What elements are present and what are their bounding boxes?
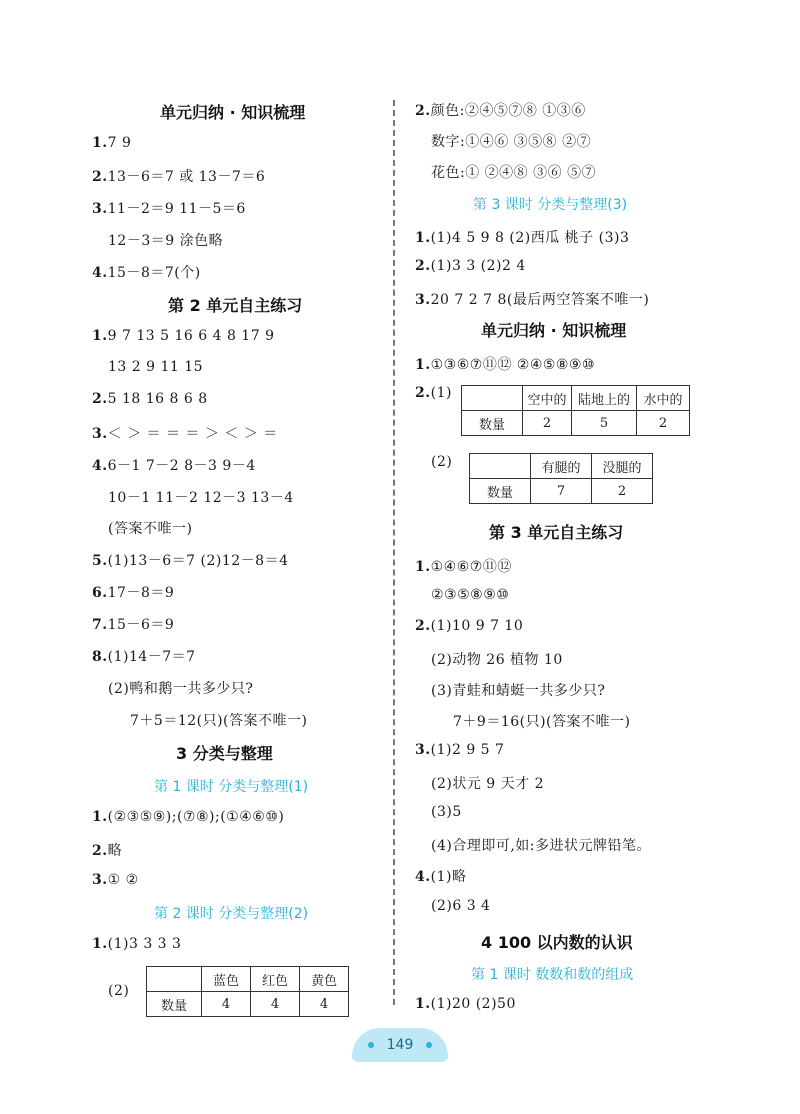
- table-cell: 2: [592, 479, 653, 504]
- answer-line: 2.13－6＝7 或 13－7＝6: [92, 169, 266, 185]
- answer-line: 7＋9＝16(只)(答案不唯一): [453, 714, 631, 730]
- answer-line: 1.(1)20 (2)50: [415, 996, 516, 1012]
- answer-line: (2)6 3 4: [431, 898, 491, 914]
- table-header: 水中的: [637, 386, 690, 411]
- answer-line: 3.(1)2 9 5 7: [415, 742, 505, 758]
- answer-line: (3)青蛙和蜻蜓一共多少只?: [431, 683, 606, 699]
- answer-line: (2)鸭和鹅一共多少只?: [108, 681, 254, 697]
- table-header: 有腿的: [531, 454, 592, 479]
- answer-line: 2.略: [92, 843, 123, 859]
- table-cell: 4: [251, 992, 300, 1017]
- section-title-unit3-practice: 第 3 单元自主练习: [489, 523, 624, 542]
- lesson-subtitle: 第 2 课时 分类与整理(2): [154, 906, 309, 922]
- answer-line: 4.(1)略: [415, 869, 467, 885]
- table-row-label: 数量: [147, 992, 202, 1017]
- answer-line: 3.① ②: [92, 872, 139, 888]
- answer-line: 4.15－8＝7(个): [92, 265, 201, 281]
- answer-line: 花色:① ②④⑧ ③⑥ ⑤⑦: [431, 165, 597, 181]
- answer-line: 4.6－1 7－2 8－3 9－4: [92, 458, 256, 474]
- table-header: 陆地上的: [572, 386, 637, 411]
- sub-question-label: (2): [431, 454, 453, 470]
- answer-line: 2.(1)10 9 7 10: [415, 618, 524, 634]
- answer-line: 8.(1)14－7＝7: [92, 649, 196, 665]
- table-header: 黄色: [300, 967, 349, 992]
- sub-question-label: (2): [108, 983, 130, 999]
- answer-line: 1.①③⑥⑦⑪⑫ ②④⑤⑧⑨⑩: [415, 357, 596, 373]
- table-row-label: 数量: [470, 479, 531, 504]
- answer-line: 5.(1)13－6＝7 (2)12－8＝4: [92, 553, 289, 569]
- answer-line: 1.7 9: [92, 135, 132, 151]
- answer-line: 数字:①④⑥ ③⑤⑧ ②⑦: [431, 134, 592, 150]
- habitat-count-table: [461, 385, 690, 436]
- answer-line: 1.9 7 13 5 16 6 4 8 17 9: [92, 328, 275, 344]
- answer-line: 2.颜色:②④⑤⑦⑧ ①③⑥: [415, 103, 586, 119]
- answer-line: 3.＜ ＞ ＝ ＝ ＝ ＞ ＜ ＞ ＝: [92, 426, 278, 442]
- table-header: [147, 967, 202, 992]
- table-cell: 5: [572, 411, 637, 436]
- section-title-unit2-practice: 第 2 单元自主练习: [168, 296, 303, 315]
- answer-line: 2.(1): [415, 385, 452, 401]
- table-header: 红色: [251, 967, 300, 992]
- table-header: 没腿的: [592, 454, 653, 479]
- lesson-subtitle: 第 1 课时 分类与整理(1): [154, 779, 309, 795]
- table-cell: 2: [637, 411, 690, 436]
- table-header: 空中的: [523, 386, 572, 411]
- answer-line: (2)状元 9 天才 2: [431, 776, 544, 792]
- answer-line: 1.(1)3 3 3 3: [92, 936, 182, 952]
- answer-line: 13 2 9 11 15: [108, 359, 204, 375]
- answer-line: 12－3＝9 涂色略: [108, 233, 224, 249]
- lesson-subtitle: 第 3 课时 分类与整理(3): [473, 197, 628, 213]
- color-count-table: [146, 966, 349, 1017]
- answer-line: 10－1 11－2 12－3 13－4: [108, 490, 294, 506]
- section-title-unit-summary: 单元归纳 · 知识梳理: [481, 321, 627, 340]
- answer-line: 1.(1)4 5 9 8 (2)西瓜 桃子 (3)3: [415, 230, 630, 246]
- answer-line: 3.20 7 2 7 8(最后两空答案不唯一): [415, 292, 650, 308]
- page-number-badge: 149: [352, 1028, 448, 1062]
- table-row-label: 数量: [462, 411, 523, 436]
- answer-line: 2.5 18 16 8 6 8: [92, 391, 208, 407]
- answer-line: 2.(1)3 3 (2)2 4: [415, 258, 526, 274]
- answer-line: 1.(②③⑤⑨);(⑦⑧);(①④⑥⑩): [92, 809, 285, 825]
- answer-line: (4)合理即可,如:多进状元牌铅笔。: [431, 838, 651, 854]
- answer-line: (2)动物 26 植物 10: [431, 652, 563, 668]
- table-header: [470, 454, 531, 479]
- answer-line: 6.17－8＝9: [92, 585, 175, 601]
- answer-line: (3)5: [431, 804, 462, 820]
- answer-line: 7＋5＝12(只)(答案不唯一): [130, 713, 308, 729]
- lesson-subtitle: 第 1 课时 数数和数的组成: [471, 967, 634, 983]
- table-header: 蓝色: [202, 967, 251, 992]
- answer-line: (答案不唯一): [108, 521, 193, 537]
- table-header: [462, 386, 523, 411]
- chapter-title-4: 4 100 以内数的认识: [481, 933, 633, 952]
- answer-line: 7.15－6＝9: [92, 617, 175, 633]
- table-cell: 7: [531, 479, 592, 504]
- chapter-title-3: 3 分类与整理: [176, 744, 273, 763]
- answer-line: 1.①④⑥⑦⑪⑫: [415, 559, 512, 575]
- section-title-unit-summary: 单元归纳 · 知识梳理: [160, 103, 306, 122]
- table-cell: 2: [523, 411, 572, 436]
- column-divider: [393, 100, 395, 1005]
- table-cell: 4: [202, 992, 251, 1017]
- answer-line: ②③⑤⑧⑨⑩: [431, 587, 510, 603]
- legs-count-table: [469, 453, 653, 504]
- answer-line: 3.11－2＝9 11－5＝6: [92, 201, 246, 217]
- table-cell: 4: [300, 992, 349, 1017]
